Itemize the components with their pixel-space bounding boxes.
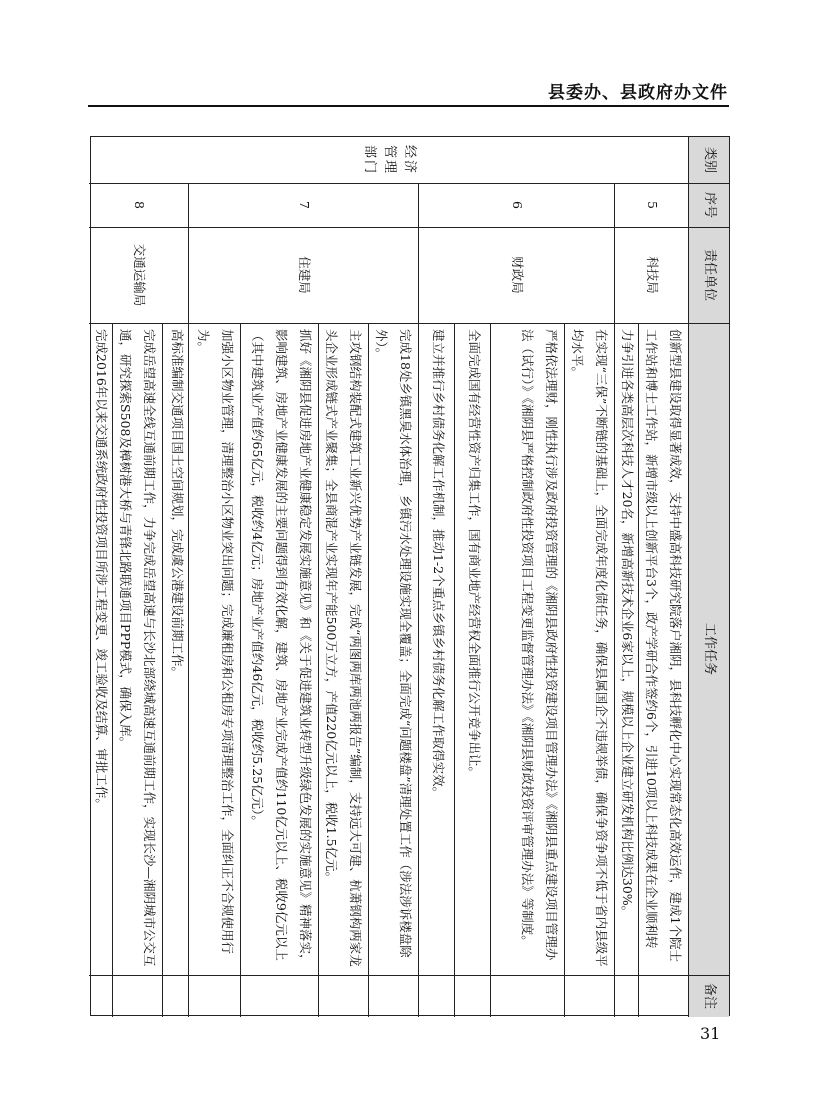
row-number: 5 [645, 201, 660, 209]
grid-line [454, 323, 455, 1017]
grid-line [89, 227, 729, 228]
task-table-frame [90, 136, 730, 1016]
responsible-unit: 交通运输局 [132, 243, 147, 307]
category-label: 经济管理部门 [362, 145, 417, 176]
grid-line [162, 323, 163, 1017]
header-rule [88, 105, 729, 107]
task-item: 在实现“三保”不断链的基础上，全面完成年度化债任务，确保县属国企不违规举债，确保争资争项不低于省内县级平均水平。 [570, 329, 609, 967]
column-header-task: 工作任务 [689, 323, 729, 975]
row-number: 7 [297, 201, 312, 209]
grid-line [638, 323, 639, 1017]
grid-line [89, 323, 729, 324]
task-item: 创新型县建设取得显著成效，支持中盛高科技研究院落户湘阴，县科技孵化中心实现常态化高效运作，建成1个院士工作站和博士工作站，新增市级以上创新平台3个，政产学研合作签约6个，引进10项以上科技成果在企业顺利转 [644, 329, 683, 962]
task-item: 加强小区物业管理，清理整治小区物业突出问题；完成廉租房和公租房专项清理整治工作，全面纠正不合规使用行为。 [196, 329, 235, 955]
task-item: 完成2016年以来交通系统政府性投资项目所涉工程变更、竣工验收及结算、审批工作。 [94, 329, 109, 811]
grid-line [89, 975, 729, 976]
task-item: 严格依法理财，刚性执行涉及政府投资管理的《湘阴县政府性投资建设项目管理办法》《湘阴县重点建设项目管理办法（试行）》《湘阴县严格控制政府性投资项目工程变更监督管理办法》《湘阴县财政投资评审管理办法》等制度。 [520, 329, 559, 961]
responsible-unit: 财政局 [510, 256, 525, 294]
column-header-number: 序号 [689, 183, 729, 227]
grid-line [490, 323, 491, 1017]
grid-line [112, 323, 113, 1017]
column-header-category: 类别 [689, 137, 729, 183]
task-item: 建立并推行乡村债务化解工作机制，推动1-2个重点乡镇乡村债务化解工作取得实效。 [431, 329, 446, 800]
responsible-unit: 住建局 [297, 256, 312, 294]
task-item: 主攻钢结构装配式建筑工业新兴优势产业链发展，完成“两图两库两池两报告”编制，支持远大可建、杭萧钢构两家龙头企业形成链式产业聚集；全县商混产业实现年产能500万立方，产值220亿元以上，税收1.5亿元。 [324, 329, 363, 967]
task-item: 完成岳望高速全线互通前期工作，力争完成岳望高速与长沙北部绕城高速互通前期工作，实现长沙—湘阴城市公交互通，研究探索S508及樟树港大桥与青锋北路联通项目PPP模式，确保入库。 [118, 329, 157, 967]
grid-line [418, 183, 419, 1017]
task-table [90, 136, 730, 1016]
grid-line [188, 183, 189, 1017]
column-header-remark: 备注 [689, 975, 729, 1017]
grid-line [564, 323, 565, 1017]
page-number: 31 [700, 1024, 721, 1043]
row-number: 8 [132, 201, 147, 209]
grid-line [614, 183, 615, 1017]
task-item: 高标准编制交通项目国土空间规划，完成虞公港建设前期工作。 [170, 329, 185, 680]
responsible-unit: 科技局 [645, 256, 660, 294]
task-item: 抓好《湘阴县促进房地产业健康稳定发展实施意见》和《关于促进建筑业转型升级绿色发展的实施意见》精神落实，影响建筑、房地产业健康发展的主要问题得到有效化解，建筑、房地产业完成产值约110亿元以上、税收9亿元以上（其中建筑业产值约65亿元，税收约4亿元；房地产业产值约46亿元，税收约5.25亿元）。 [250, 329, 313, 967]
row-number: 6 [510, 201, 525, 209]
task-item: 力争引进各类高层次科技人才20名，新增高新技术企业6家以上，规模以上企业建立研发机构比例达30%。 [620, 329, 635, 919]
task-item: 全面完成国有经营性资产归集工作，国有商业地产经营权全面推行公开竞争出让。 [467, 329, 482, 780]
task-item: 完成18处乡镇黑臭水体治理，乡镇污水处理设施实现全覆盖；全面完成“问题楼盘”清理处置工作（涉法涉诉楼盘除外）。 [374, 329, 413, 958]
grid-line [368, 323, 369, 1017]
column-header-unit: 责任单位 [689, 227, 729, 323]
grid-line [89, 183, 729, 184]
grid-line [240, 323, 241, 1017]
grid-line [688, 137, 689, 1017]
grid-line [318, 323, 319, 1017]
document-header-title: 县委办、县政府办文件 [548, 83, 728, 103]
category-cell [89, 137, 689, 183]
